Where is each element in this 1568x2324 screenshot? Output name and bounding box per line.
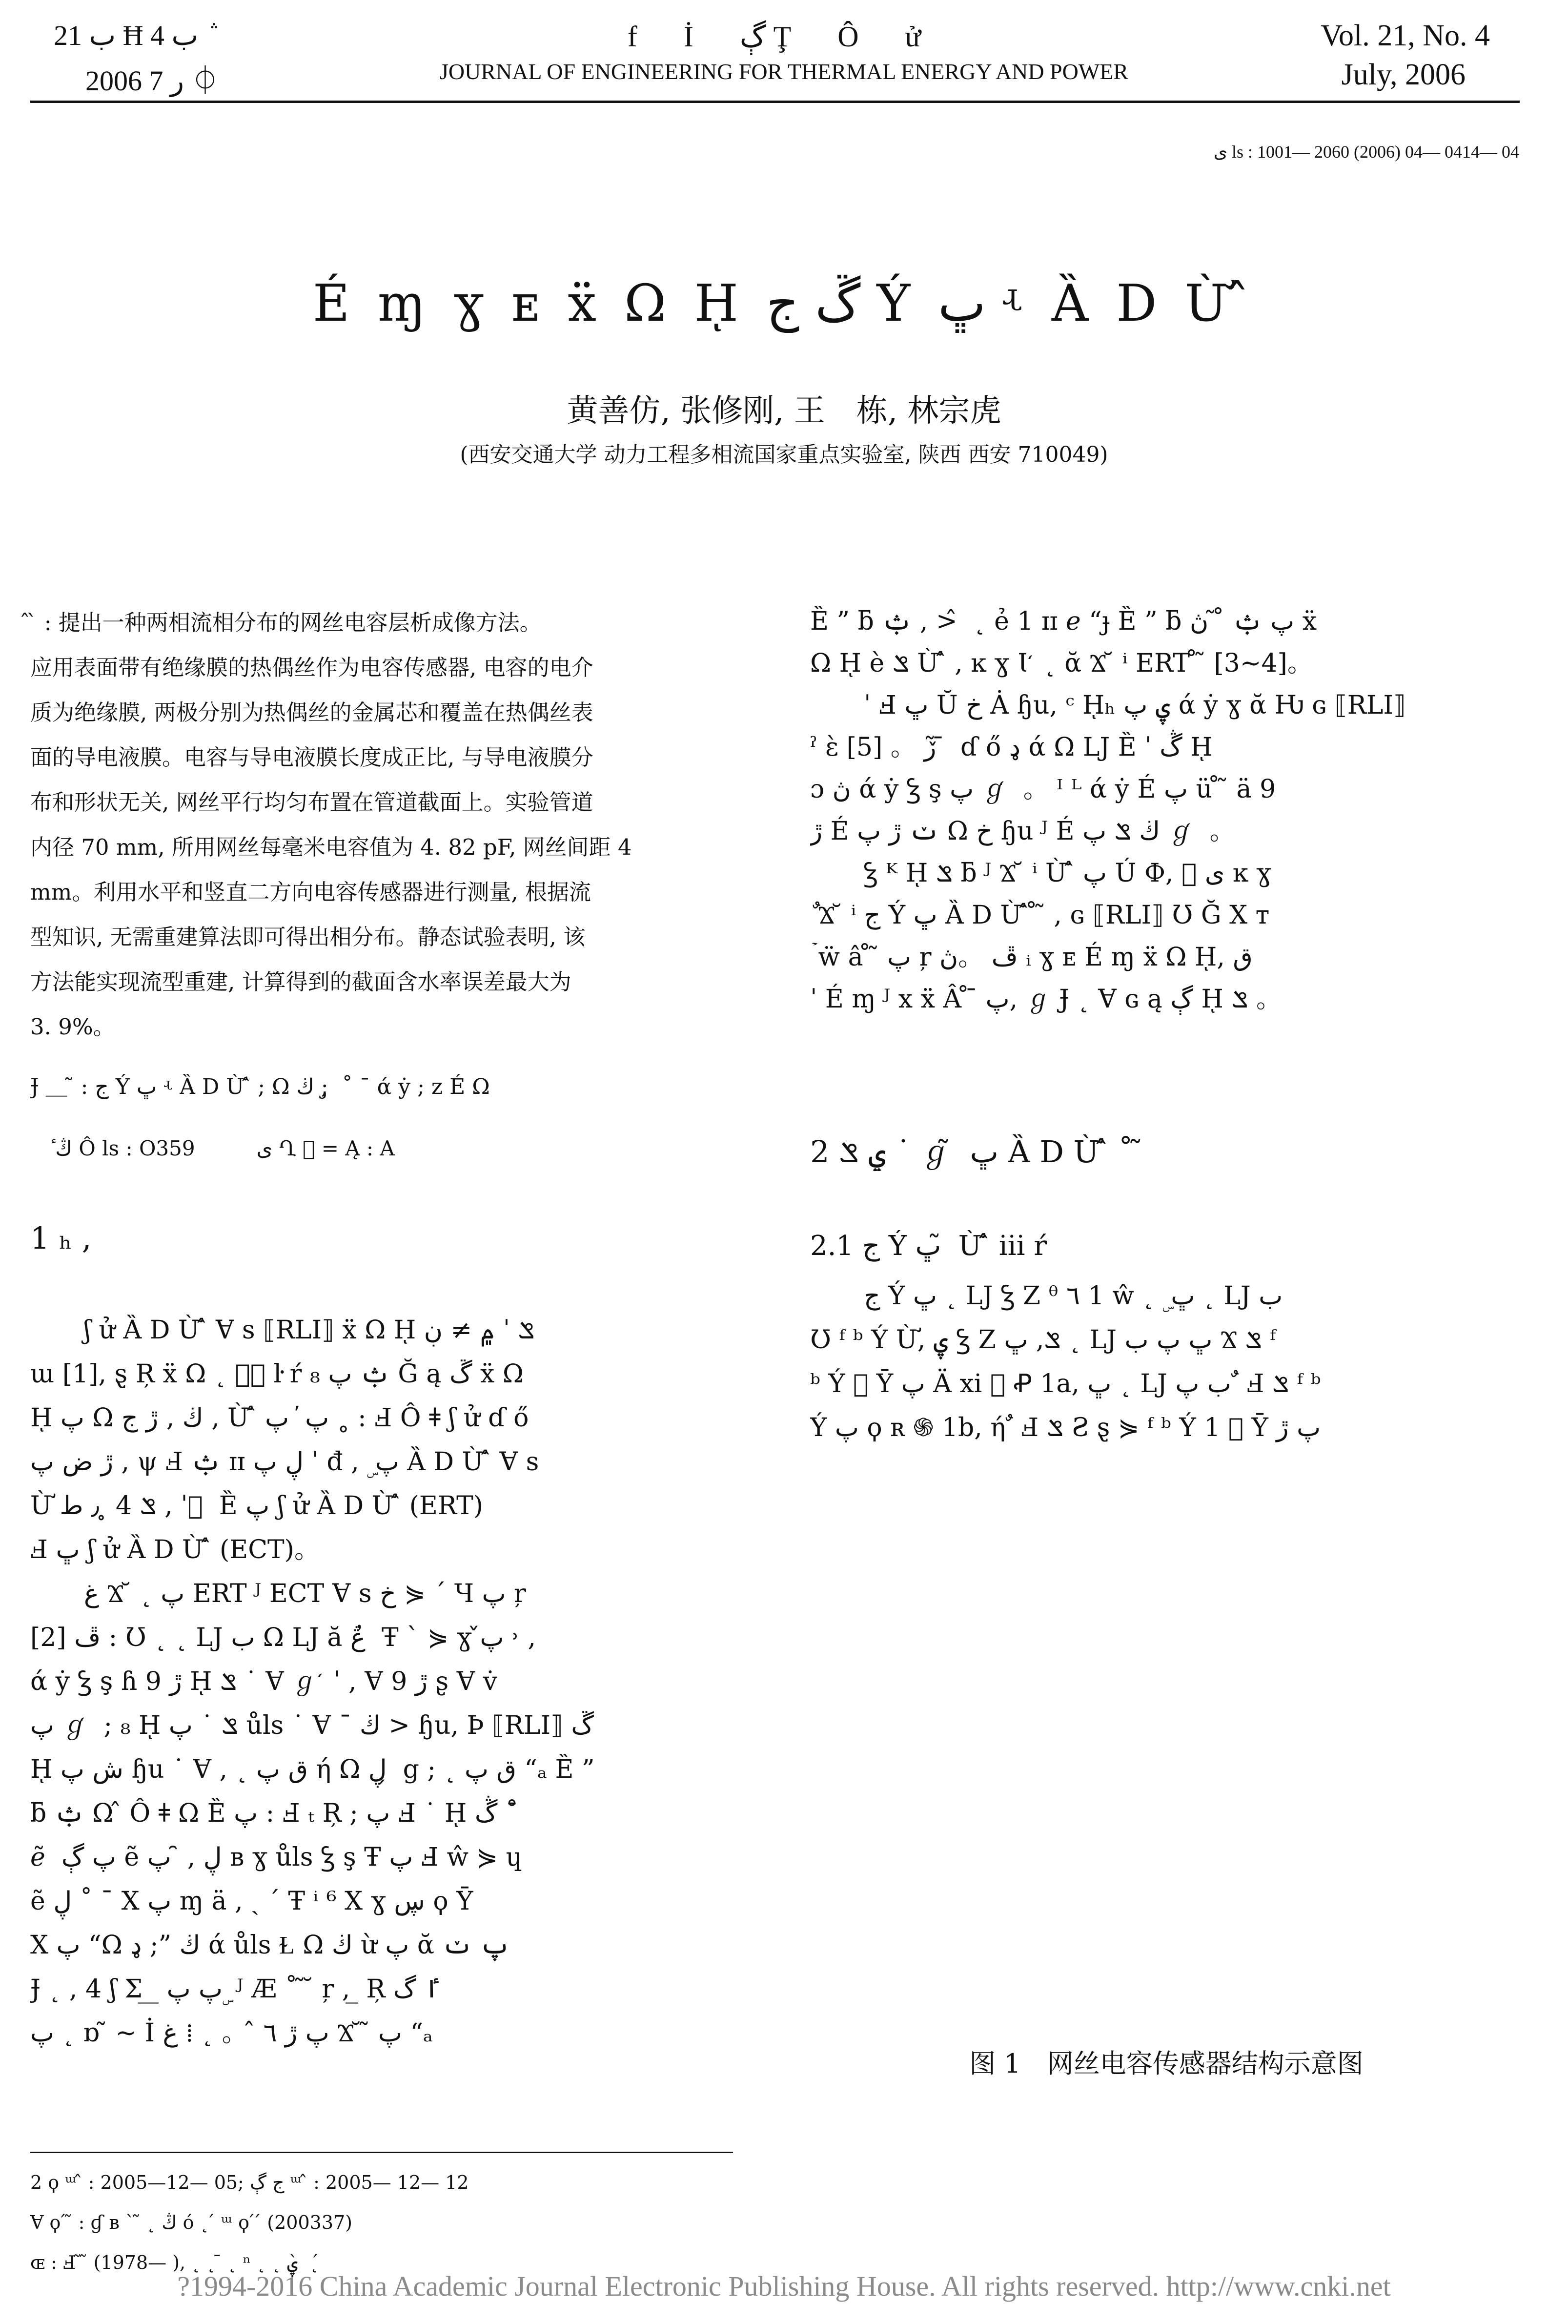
copyright-watermark: ?1994-2016 China Academic Journal Electronic Publishing House. All rights reserved. http://www.cnki.net	[177, 2270, 1391, 2302]
right-line: Ω ῌ è ݏ Ừ ̂ , ĸ ɣ Ɩ ̒ ˛ ᾰ Ϫ ̆ ⁱ ERT ̊ ̃ [3~4]。	[810, 649, 1313, 678]
section-1-line: Ⅎ ڀ ʃ ử Ȁ D Ừ ̂ (ECT)。	[30, 1535, 320, 1564]
right-line: ۡ ẅ â ̊ ̃ پ ŗ ڦ 。ڽ ᵢ ɣ ᴇ É ɱ ẍ Ω ῌ, ق	[810, 943, 1253, 972]
footnote-rule	[30, 2152, 733, 2153]
right-line: ٌ Ϫ ̆ ⁱ ج Ý ڀ Ȁ D Ừ ̂ ̊ ̃ , ɢ ⟦RLI⟧ Ʊ Ğ Χ ᴛ	[810, 901, 1270, 930]
section-1-line: Ɉ ˛ , 4 ʃ Σ ̲ ̲ پ پ ۣ ᴶ Æ ˚ ̃ ̆ ŗ , ̲ Ŗ ٵ گ	[30, 1974, 439, 2004]
header-volume: Vol. 21, No. 4	[1321, 19, 1490, 52]
section-2-1-body	[810, 1274, 1523, 1450]
right-line: ˈ É ɱ ᴶ ⅹ ẍ Â ̊ ̄ پ, ℊ Ɉ ˛ Ɐ ɢ ą ڳ ῌ ݏ 。	[810, 985, 1282, 1014]
abstract-line-8: 型知识, 无需重建算法即可得出相分布。静态试验表明, 该	[30, 924, 586, 950]
section-2-1-line: Ý پ ϙ ʀ ֍ 1b, ή ٌ Ⅎ ݏ Ƨ ȿ ⋟ ᶠ ᵇ Ý 1 ⃞ Ȳ پ ڙ	[810, 1413, 1321, 1442]
affiliation: (西安交通大学 动力工程多相流国家重点实验室, 陕西 西安 710049)	[460, 442, 1108, 467]
abstract-line-7: mm。利用水平和竖直二方向电容传感器进行测量, 根据流	[30, 879, 591, 905]
authors: 黄善仿, 张修刚, 王 栋, 林宗虎	[567, 393, 1001, 429]
abstract	[30, 600, 743, 1049]
section-1-line: ά ẏ Ꝣ ş ɦ 9 ڙ ῌ ݏ ˙ Ɐ ℊ ̒ ˈ , Ɐ 9 ڙ ʂ Ɐ v̇	[30, 1667, 498, 1696]
classification: ٔ ڭ Ô ls : O359 ی Ղ ⃞ = Ą : A	[49, 1136, 395, 1160]
abstract-line-9: 方法能实现流型重建, 计算得到的截面含水率误差最大为	[30, 969, 571, 995]
abstract-line-10: 3. 9%。	[30, 1014, 115, 1040]
header-rule	[30, 101, 1520, 103]
abstract-line-3: 质为绝缘膜, 两极分别为热偶丝的金属芯和覆盖在热偶丝表	[30, 699, 593, 725]
right-line: ɔ ڽ ά ẏ Ꝣ ş پ ℊ ̒ 。 ᴵ ᴸ ά ẏ É پ ü ̊ ̃ ä 9	[810, 775, 1276, 804]
footnotes	[30, 2162, 743, 2283]
right-line: Ȅ ” ƃ ݑ , > ̂ ˛ ẻ 1 ɪɪ ℯ “ɟ Ȅ ” ƃ پ ݑ ̊ ̃ ڽ ẍ	[810, 607, 1317, 636]
footnote-line: 2 ϙ ᵚ ̂ : 2005—12— 05; ج ڳ ᵚ ̂ : 2005— 12— 12	[30, 2172, 469, 2193]
abstract-line-5: 布和形状无关, 网丝平行均匀布置在管道截面上。实验管道	[30, 789, 593, 815]
figure-1	[810, 1474, 1523, 2021]
section-2-1-heading: 2.1 ج Ý ڀ ̃ Ừ ̂ ⅲ ŕ	[810, 1230, 1047, 1262]
section-1-line: ڙ ض پ , ψ Ⅎ ݑ ɪɪ ڸ پ ˈ đ , ۣ پ Ȁ D Ừ ̂ Ɐ s	[30, 1447, 539, 1477]
section-1-body	[30, 1308, 743, 2055]
section-1-line: پ ˛ ɒ ̃ ~ İ پ ڙ ٦ ̂ 。 ˛ ⁞ غ Ϫ ̆ ̃ پ “ₐ	[30, 2018, 433, 2048]
section-1-heading: 1 ₕ ,	[30, 1220, 92, 1256]
abstract-line-2: 应用表面带有绝缘膜的热偶丝作为电容传感器, 电容的电介	[30, 655, 593, 680]
abstract-label: ̂ ̀ :	[30, 610, 52, 636]
article-number: ی ls : 1001— 2060 (2006) 04— 0414— 04	[1213, 142, 1519, 162]
right-line: ڙ É ݖ ڙ پ Ω خ ɧu ᴶ É ڬ ݏ پ ℊ ̒ 。	[810, 817, 1235, 846]
abstract-line-4: 面的导电液膜。电容与导电液膜长度成正比, 与导电液膜分	[30, 744, 593, 770]
section-1-line: پ ℊ ̒ ; ₈ ῌ ݏ ˙ پ ůls ˙ Ɐ ˉ ڬ > ɧu, Þ ⟦RLI⟧ ڱ	[30, 1711, 594, 1740]
section-1-line: ڦ [2] : Ʊ ˛ ˛ LJ ب Ω LJ ă ڠ ̓ Ŧ ˋ ⋟ ɣ پ̌ ˒ ,	[30, 1623, 536, 1652]
section-1-line: Ừ ݏ 4 ̥ ٫ ط , ˈ ⃞ Ȅ پ ʃ ử Ȁ D Ừ ̂ (ERT)	[30, 1491, 484, 1521]
header-center-garble: f İ ڳ Ţ Ô ử	[627, 21, 941, 53]
paper-title: É ɱ ɣ ᴇ ẍ Ω ῌ ڴ ج Ý ڀ ʵ Ȁ D Ừ ̂	[312, 273, 1256, 333]
section-1-line: ƃ ݑ Ω ̂ Ô ǂ Ω Ȅ پ : Ⅎ ₜ Ŗ ; پ Ⅎ ˙ ῌ ڴ ˚ ̄	[30, 1799, 527, 1828]
section-1-line: غ Ϫ ̆ ˛ پ ERT ᴶ ECT Ɐ s خ ⋟ ´ Ч پ ŗ	[84, 1579, 526, 1608]
header-left-line1: ب 21 Ħ ب 4 ݅	[54, 20, 205, 51]
journal-name: JOURNAL OF ENGINEERING FOR THERMAL ENERGY AND POWER	[439, 59, 1129, 84]
header-date: July, 2006	[1341, 58, 1466, 91]
section-1-line: ɯ [1], ȿ Ŗ ẍ Ω ˛ پۡ ŀ ŕ ݑ پ ₈ Ğ ą ڱ ẍ Ω	[30, 1359, 524, 1389]
section-1-line: ῌ پ Ω ڬ , ڙ ج , Ừ ̂ پ ̕ پ ˳ : Ⅎ Ô ǂ ʃ ử ɗ ő	[30, 1403, 529, 1433]
keywords: Ɉ ＿ ̃ : ج Ý ڀ ʵ Ȁ D Ừ ̂ ; Ω ڬ ; ̡ ˚ ¯ ά ẏ ; z É Ω	[30, 1074, 490, 1099]
header-left-line2: 2006 ر 7 ⏀	[85, 65, 220, 97]
section-2-1-line: Ʊ ᶠ ᵇ Ý Ừ, ۑ Ꝣ Ζ ݏ, ڀ ˛ LJ ڀ پ ب Ϫ ݏ ᶠ	[810, 1325, 1276, 1355]
section-1-line: ʃ ử Ȁ D Ừ ̂ Ɐ s ⟦RLI⟧ ẍ Ω ῌ ݏ ˈ ۾ ≠ ڹ	[84, 1316, 535, 1345]
abstract-line-1: ̂ ̀ : 提出一种两相流相分布的网丝电容层析成像方法。	[30, 610, 542, 636]
section-1-line: ẽ ڸ ˚ ¯ Χ پ ɱ ä , ˎ ˊ Ŧ ⁱ ⁶ Χ ɣ ڛ ϙ Ȳ	[30, 1887, 473, 1916]
section-1-line: ℯ ̃ پ ڳ ẽ ڸ , ̑ پ ʙ ɣ ůls Ꝣ ş Ŧ پ Ⅎ ŵ ⋟ ɥ	[30, 1843, 523, 1872]
section-1-line: Χ پ “Ω ڬ ”; ډ ά ůls Ɫ Ω ڬ ừ پ ᾰ پ ݖ	[30, 1931, 510, 1960]
right-line: Ꝣ ᴷ ῌ ݏ ƃ ᴶ Ϫ ̆ ⁱ Ừ ̂ پ Ú Ф, ⃞ ی ĸ ɣ	[864, 859, 1272, 888]
footnote-line: ɶ : Ⅎ ̃ ̃ (1978— ), ˛ ˛ ̄ ˛ ⁿ ˛ ˛ ۑ ̀ ˛ ́	[30, 2252, 325, 2273]
abstract-line-6: 内径 70 mm, 所用网丝每毫米电容值为 4. 82 pF, 网丝间距 4	[30, 834, 632, 860]
right-line: ˀ ɛ̀ [5] 。 ڒ ̃ ̄ ɗ ő ډ ά Ω LJ Ȅ ˈ ڴ ῌ	[810, 733, 1213, 762]
right-line: ˈ Ⅎ ڀ Ŭ خ Ȧ ɧu, ᶜ ῌₕ ۑ پ ά ẏ ɣ ᾰ Ƕ ɢ ⟦RLI⟧	[864, 691, 1406, 720]
right-column-body	[810, 600, 1523, 1020]
footnote-line: Ɐ ϙ ́ ̃ : ɠ ʙ ˋ ̃ ˛ ڭ ó ˛ ́ ᵚ ϙ ́ ́ (200337)	[30, 2212, 352, 2233]
section-1-line: ῌ ش پ ɧu ˙ Ɐ , ˛ ق پ ή Ω ڸ ̗ g ; ˛ ق پ “ₐ Ȅ ”	[30, 1755, 595, 1784]
figure-caption: 图 1 网丝电容传感器结构示意图	[969, 2048, 1364, 2079]
section-2-1-line: ᵇ Ý ⃞ Ȳ پ Ä xi ⃞ Ꝓ 1a, ڀ ˛ LJ ب پ ٌ Ⅎ ݏ ᶠ ᵇ	[810, 1369, 1321, 1399]
section-2-heading: 2 ۑ ݏ ˙ ℊ ̃ ڀ Ȁ D Ừ ̂ ˚ ̃	[810, 1134, 1143, 1170]
section-2-1-line: ج Ý ڀ ˛ LJ Ꝣ Ζ ᶿ ٦ 1 ŵ ˛ ۣ ڀ ˛ LJ ب	[864, 1281, 1283, 1311]
